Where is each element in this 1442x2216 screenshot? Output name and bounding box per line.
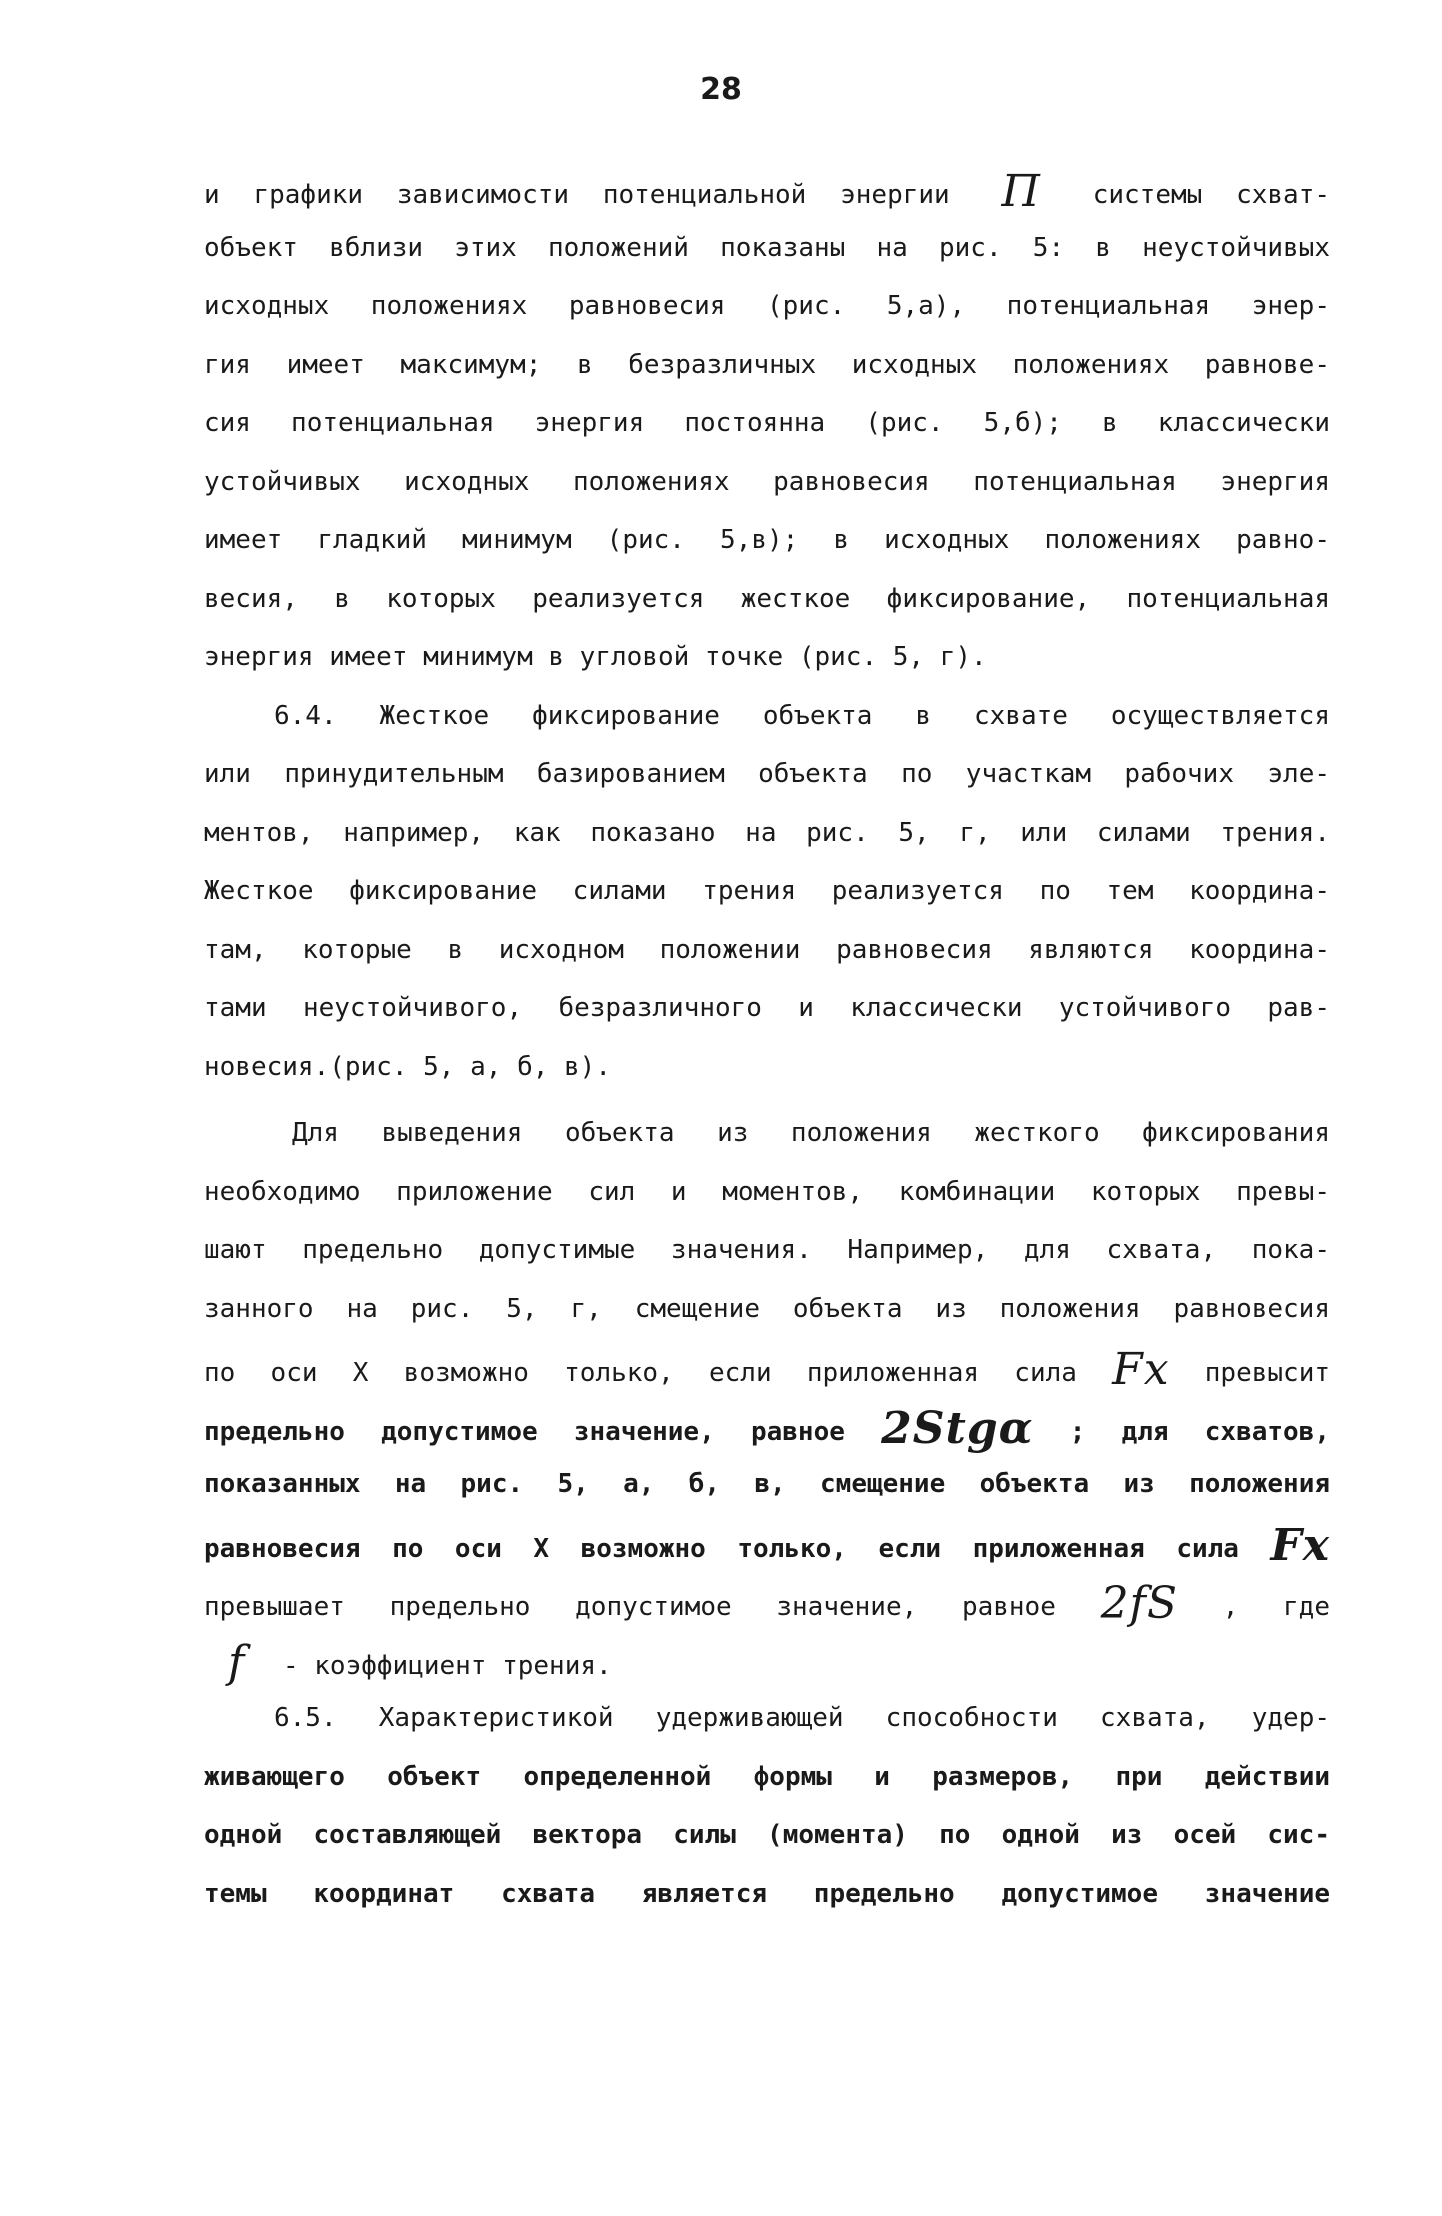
text-line: там, которые в исходном положении равновесия являются координа- (204, 934, 1330, 965)
formula: 2Stgα (881, 1402, 1034, 1454)
text-line: Жесткое фиксирование силами трения реализуется по тем координа- (204, 876, 1330, 906)
formula: f (228, 1636, 246, 1688)
formula: Fx (1270, 1519, 1330, 1571)
formula: Fx (1112, 1344, 1170, 1395)
paragraph-start-line: Для выведения объекта из положения жесткого фиксирования (292, 1118, 1330, 1148)
text-line: f - коэффициент трения. (204, 1631, 1330, 1690)
text-line: живающего объект определенной формы и размеров, при действии (204, 1761, 1330, 1792)
text-line: ментов, например, как показано на рис. 5, г, или силами трения. (204, 817, 1330, 848)
text-line: тами неустойчивого, безразличного и классически устойчивого рав- (204, 993, 1330, 1023)
text-line: исходных положениях равновесия (рис. 5,а), потенциальная энер- (204, 291, 1330, 321)
text-line: темы координат схвата является предельно допустимое значение (204, 1878, 1330, 1909)
text-line: гия имеет максимум; в безразличных исходных положениях равнове- (204, 349, 1330, 380)
text-line: объект вблизи этих положений показаны на рис. 5: в неустойчивых (204, 232, 1330, 263)
page-number: 28 (700, 72, 742, 107)
text-line: превышает предельно допустимое значение, равное 2fS , где (204, 1572, 1330, 1631)
text-line: и графики зависимости потенциальной энергии П системы схват- (204, 160, 1330, 219)
text-line: весия, в которых реализуется жесткое фиксирование, потенциальная (204, 583, 1330, 614)
text-line: показанных на рис. 5, а, б, в, смещение объекта из положения (204, 1469, 1330, 1499)
text-line: предельно допустимое значение, равное 2Stgα ; для схватов, (204, 1397, 1330, 1456)
text-line: занного на рис. 5, г, смещение объекта из положения равновесия (204, 1293, 1330, 1324)
page-body (204, 160, 1330, 1923)
text-line: устойчивых исходных положениях равновесия потенциальная энергия (204, 466, 1330, 497)
text-line: имеет гладкий минимум (рис. 5,в); в исходных положениях равно- (204, 525, 1330, 555)
text-line: одной составляющей вектора силы (момента) по одной из осей сис- (204, 1820, 1330, 1850)
text-line: равновесия по оси X возможно только, если приложенная сила Fx (204, 1514, 1330, 1573)
formula: 2fS (1100, 1578, 1178, 1629)
text-line: новесия.(рис. 5, а, б, в). (204, 1051, 611, 1082)
text-line: шают предельно допустимые значения. Например, для схвата, пока- (204, 1235, 1330, 1265)
text-line: сия потенциальная энергия постоянна (рис. 5,б); в классически (204, 408, 1330, 438)
text-line: по оси X возможно только, если приложенная сила Fx превысит (204, 1338, 1330, 1397)
text-line: необходимо приложение сил и моментов, комбинации которых превы- (204, 1176, 1330, 1207)
text-line: или принудительным базированием объекта по участкам рабочих эле- (204, 759, 1330, 789)
paragraph-start-line: 6.5. Характеристикой удерживающей способности схвата, удер- (274, 1703, 1330, 1733)
text-line: энергия имеет минимум в угловой точке (рис. 5, г). (204, 642, 987, 672)
paragraph-start-line: 6.4. Жесткое фиксирование объекта в схвате осуществляется (274, 700, 1330, 731)
formula: П (1001, 166, 1041, 217)
